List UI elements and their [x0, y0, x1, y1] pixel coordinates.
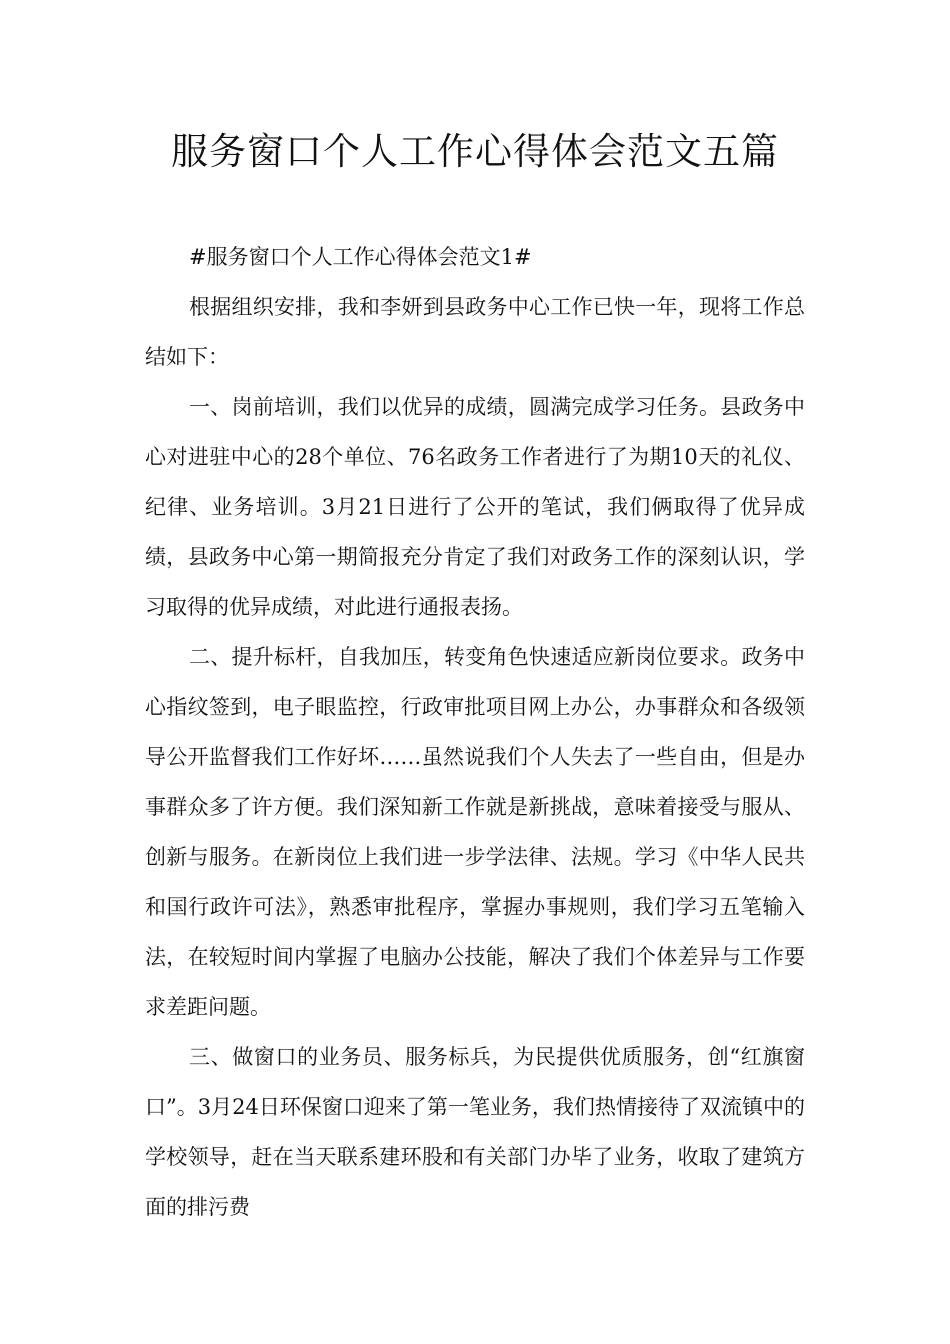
paragraph-section-1: 一、岗前培训，我们以优异的成绩，圆满完成学习任务。县政务中心对进驻中心的28个单位、76名政务工作者进行了为期10天的礼仪、纪律、业务培训。3月21日进行了公开的笔试，我们俩取得了优异成绩，县政务中心第一期简报充分肯定了我们对政务工作的深刻认识，学习取得的优异成绩，对此进行通报表扬。 — [145, 395, 805, 619]
section-heading: #服务窗口个人工作心得体会范文1# — [189, 245, 532, 269]
paragraph-section-3: 三、做窗口的业务员、服务标兵，为民提供优质服务，创“红旗窗口”。3月24日环保窗口迎来了第一笔业务，我们热情接待了双流镇中的学校领导，赶在当天联系建环股和有关部门办毕了业务，收取了建筑方面的排污费 — [145, 1045, 805, 1219]
paragraph-section-2: 二、提升标杆，自我加压，转变角色快速适应新岗位要求。政务中心指纹签到，电子眼监控，行政审批项目网上办公，办事群众和各级领导公开监督我们工作好坏……虽然说我们个人失去了一些自由，但是办事群众多了许方便。我们深知新工作就是新挑战，意味着接受与服从、创新与服务。在新岗位上我们进一步学法律、法规。学习《中华人民共和国行政许可法》，熟悉审批程序，掌握办事规则，我们学习五笔输入法，在较短时间内掌握了电脑办公技能，解决了我们个体差异与工作要求差距问题。 — [145, 645, 805, 1019]
paragraph-intro: 根据组织安排，我和李妍到县政务中心工作已快一年，现将工作总结如下： — [145, 295, 805, 369]
document-title: 服务窗口个人工作心得体会范文五篇 — [171, 130, 779, 173]
document-body — [145, 232, 805, 1232]
